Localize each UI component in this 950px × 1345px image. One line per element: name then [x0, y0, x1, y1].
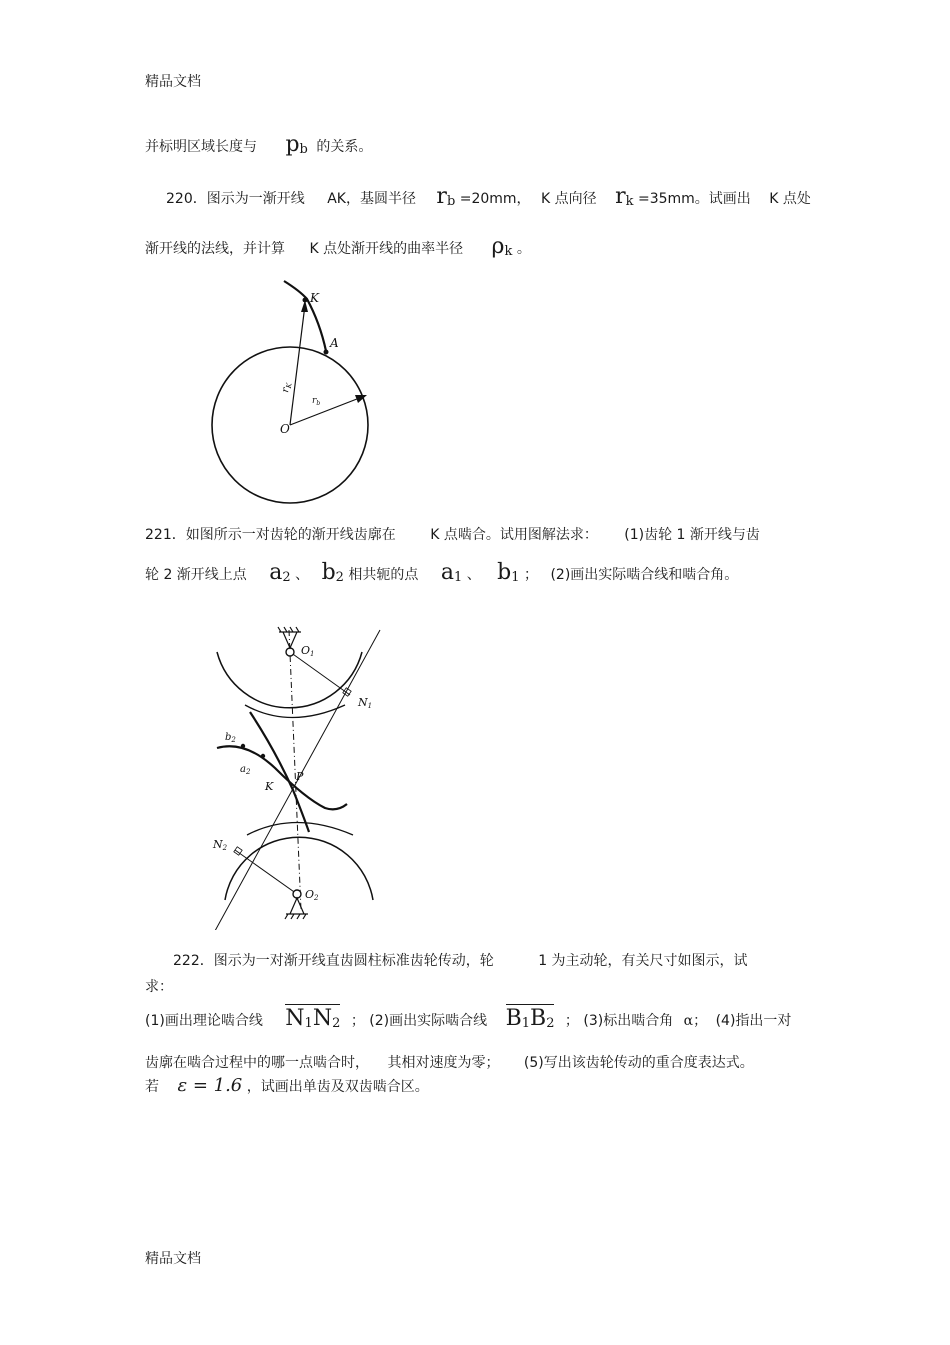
q220-number-text: 220．图示为一渐开线 [166, 191, 305, 207]
q222-text-c4: (5)写出该齿轮传动的重合度表达式。 [523, 1055, 754, 1071]
q221-text-b: K 点啮合。试用图解法求： [430, 527, 598, 543]
symbol-rk: $r_k$ [615, 184, 634, 209]
q221-line-1 [145, 524, 760, 544]
q221-semicolon: ； [524, 567, 538, 583]
q221-text-c2: (2)画出实际啮合线和啮合角。 [550, 567, 739, 583]
q219-text-b: 的关系。 [316, 139, 373, 155]
q220-end: 。 [516, 241, 531, 257]
q220-rb-value: =20mm， [459, 191, 531, 207]
symbol-b1b2: $B_1B_2$ [505, 1006, 555, 1031]
q220-ak-text: AK，基圆半径 [327, 191, 416, 207]
q222-semicolon-1: ； [350, 1013, 365, 1029]
symbol-a1: $a_1$ [440, 560, 463, 585]
symbol-alpha: α； [683, 1013, 708, 1029]
point-a2-dot [261, 754, 265, 758]
q221-sep-1: 、 [295, 567, 310, 583]
label-rk: $r_K$ [280, 382, 294, 394]
label-a: A [330, 336, 339, 350]
label-n1: N1 [358, 696, 373, 710]
q222-line-3 [145, 1008, 791, 1030]
label-rb: $r_b$ [312, 396, 321, 407]
q222-text-c3: (3)标出啮合角 [583, 1013, 674, 1029]
label-k: K [310, 291, 319, 305]
q221-text-a: 221．如图所示一对齿轮的渐开线齿廓在 [145, 527, 396, 543]
q222-line-1 [173, 950, 748, 970]
symbol-n1n2: $N_1N_2$ [285, 1006, 341, 1031]
q222-text-a5: 若 [145, 1079, 159, 1095]
gear2-addendum-arc [247, 823, 353, 836]
symbol-b2: $b_2$ [321, 560, 344, 585]
symbol-b1: $b_1$ [497, 560, 520, 585]
point-a-dot [324, 350, 329, 355]
q222-text-a4: 齿廓在啮合过程中的哪一点啮合时， [145, 1055, 369, 1071]
q221-text-c: (1)齿轮 1 渐开线与齿 [624, 527, 760, 543]
q222-text-b5: ，试画出单齿及双齿啮合区。 [246, 1079, 429, 1095]
q220-rk-value: =35mm。试画出 [637, 191, 751, 207]
q219-tail-line [145, 134, 372, 156]
q220-k-direction: K 点向径 [541, 191, 597, 207]
q220-line-1 [166, 186, 811, 208]
symbol-rho-k: $\rho_k$ [491, 234, 513, 259]
label-o2: O2 [305, 888, 319, 902]
q220-text-b: K 点处渐开线的曲率半径 [309, 241, 464, 257]
q222-semicolon-2: ； [564, 1013, 579, 1029]
q220-text-a: 渐开线的法线，并计算 [145, 241, 285, 257]
symbol-rb: $r_b$ [436, 184, 456, 209]
q222-text-b3: (2)画出实际啮合线 [369, 1013, 488, 1029]
page-header: 精品文档 [145, 74, 201, 90]
radius-rk-line [290, 305, 305, 425]
page-footer: 精品文档 [145, 1251, 201, 1267]
involute-curve [284, 281, 326, 351]
involute-figure [200, 275, 390, 515]
q221-line-2 [145, 562, 738, 584]
gear1-circle-arc [217, 652, 362, 708]
gear-mesh-figure [205, 610, 405, 930]
q220-line-2 [145, 236, 531, 258]
q221-text-a2: 轮 2 渐开线上点 [145, 567, 247, 583]
o2-n2-line [235, 850, 297, 894]
label-p: P [296, 770, 304, 783]
label-n2: N2 [213, 838, 228, 852]
o1-n1-line [290, 652, 350, 695]
q222-line-5 [145, 1076, 429, 1096]
point-b2-dot [241, 744, 245, 748]
label-k: K [265, 780, 274, 793]
label-b2: $b_2$ [225, 732, 236, 744]
q222-text-a: 222．图示为一对渐开线直齿圆柱标准齿轮传动，轮 [173, 953, 494, 969]
radius-rb-line [290, 397, 362, 425]
line-of-action [210, 630, 380, 930]
label-o1: O1 [301, 644, 315, 658]
q220-k-point: K 点处 [769, 191, 811, 207]
symbol-epsilon: ε = 1.6 [177, 1075, 243, 1096]
q222-text-d3: (4)指出一对 [715, 1013, 792, 1029]
q222-text-a3: (1)画出理论啮合线 [145, 1013, 263, 1029]
q222-line-2: 求： [145, 979, 173, 995]
label-o: O [280, 422, 290, 436]
label-a2: $a_2$ [240, 764, 251, 776]
q221-sep-2: 、 [466, 567, 481, 583]
symbol-a2: $a_2$ [269, 560, 291, 585]
point-k-dot [303, 298, 308, 303]
q222-text-b: 1 为主动轮，有关尺寸如图示，试 [538, 953, 748, 969]
symbol-pb: $p_b$ [285, 132, 308, 157]
gear1-involute [217, 746, 347, 809]
q221-mid-text: 相共轭的点 [348, 567, 419, 583]
q222-text-b4: 其相对速度为零； [387, 1055, 500, 1071]
q222-line-4 [145, 1052, 754, 1072]
o2-support [285, 898, 308, 919]
q219-text-a: 并标明区域长度与 [145, 139, 257, 155]
